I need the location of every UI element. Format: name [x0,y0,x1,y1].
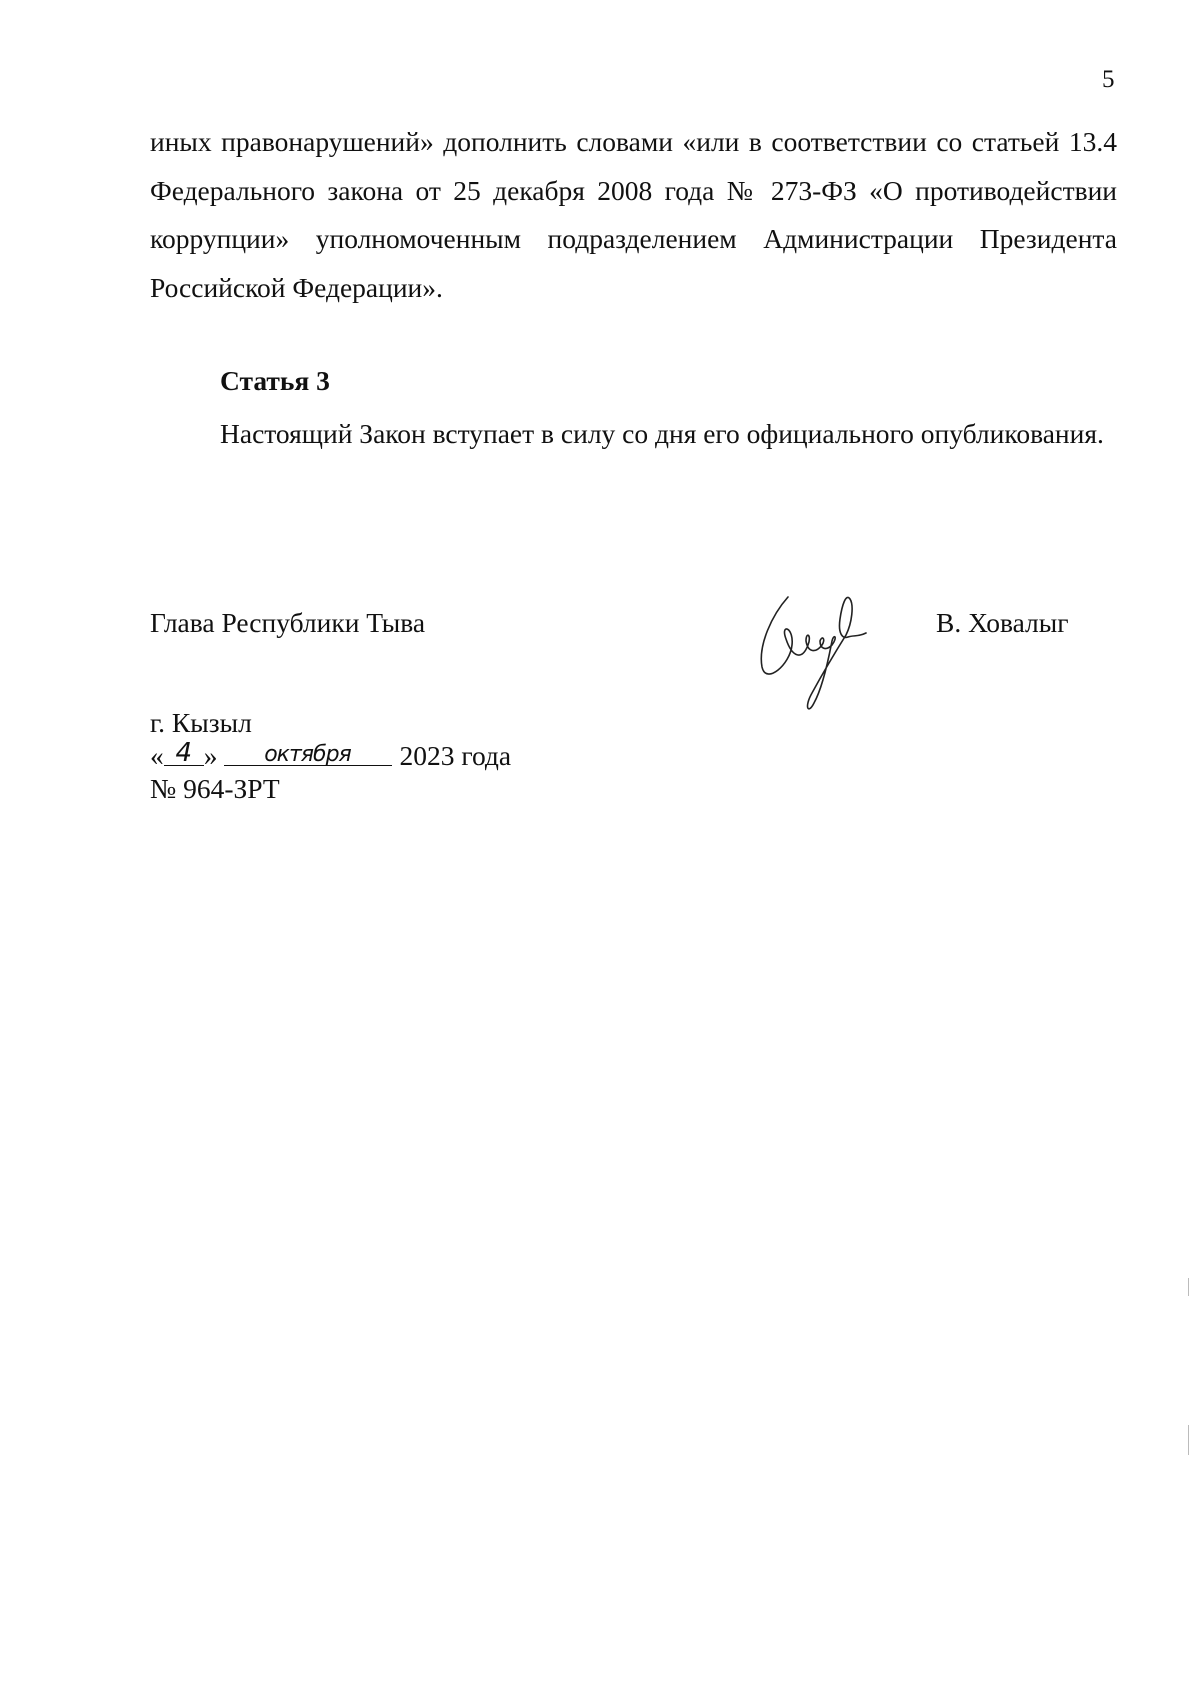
law-number: № 964-ЗРТ [150,773,280,804]
signature-drawing [750,575,900,725]
scan-artifact [1188,1425,1189,1455]
date-day-blank [164,739,204,766]
date-close-quote: » [203,740,218,771]
date-open-quote: « [150,740,164,771]
page-number: 5 [1102,66,1115,93]
date-month-blank [224,739,392,766]
date-month-handwritten: октября [264,742,351,767]
article-heading: Статья 3 [220,365,330,396]
signatory-title: Глава Республики Тыва [150,607,426,638]
date-year: 2023 года [399,740,512,771]
place-date-block [150,706,511,805]
place-line: г. Кызыл [150,707,252,738]
date-day-handwritten: 4 [175,738,193,768]
scan-artifact [1188,1278,1189,1296]
paragraph-1: иных правонарушений» дополнить словами «или в соответствии со статьей 13.4 Федерального закона от 25 декабря 2008 года № 273-ФЗ «О противодействии коррупции» уполномоченным подразделением Администрации Президента Российской Федерации». [150,126,1117,303]
signatory-name: В. Ховалыг [936,607,1069,638]
handwritten-signature [750,575,900,725]
date-line [150,739,511,772]
paragraph-2: Настоящий Закон вступает в силу со дня его официального опубликования. [220,418,1104,449]
